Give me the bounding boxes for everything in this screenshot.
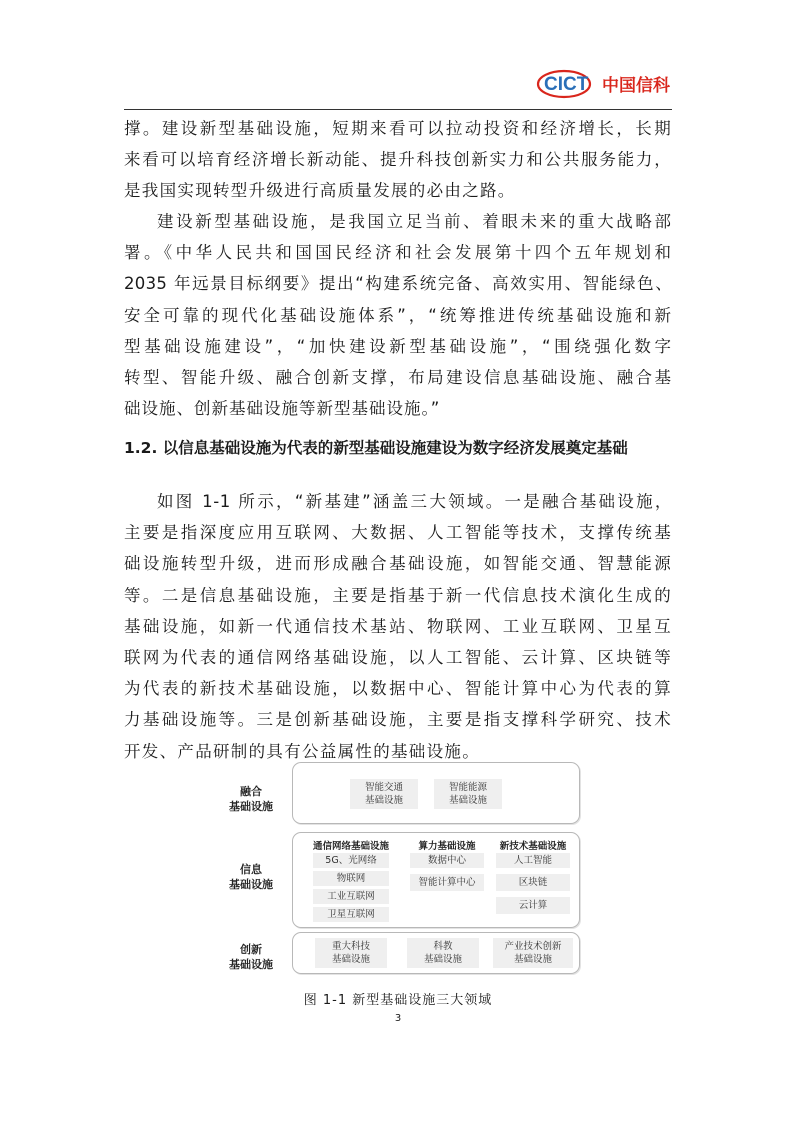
paragraph-line: 型基础设施建设”，“加快建设新型基础设施”，“围绕强化数字 <box>124 336 672 356</box>
paragraph-line: 开发、产品研制的具有公益属性的基础设施。 <box>124 741 480 761</box>
figure-caption: 图 1-1 新型基础设施三大领域 <box>303 993 493 1008</box>
info-item: 人工智能 <box>496 853 570 868</box>
fusion-item: 智能交通 基础设施 <box>350 779 418 809</box>
page-number: 3 <box>394 1013 402 1024</box>
paragraph-line: 署。《中华人民共和国国民经济和社会发展第十四个五年规划和 <box>124 243 672 263</box>
paragraph-line: 建设新型基础设施，是我国立足当前、着眼未来的重大战略部 <box>157 212 672 231</box>
paragraph-line: 基础设施，如新一代通信技术基站、物联网、工业互联网、卫星互 <box>124 616 672 636</box>
fusion-label: 融合 基础设施 <box>229 785 273 813</box>
logo-mark-text: CICT <box>544 74 589 95</box>
figure-infrastructure-domains <box>210 762 582 976</box>
paragraph-1 <box>124 113 672 207</box>
column-title-new-tech: 新技术基础设施 <box>499 841 567 852</box>
info-label: 信息 基础设施 <box>229 863 273 891</box>
cict-logo <box>536 62 672 106</box>
info-item: 区块链 <box>496 874 570 891</box>
paragraph-line: 撑。建设新型基础设施，短期来看可以拉动投资和经济增长，长期 <box>124 119 672 138</box>
innovation-item: 重大科技 基础设施 <box>315 938 387 968</box>
info-item: 云计算 <box>496 897 570 914</box>
paragraph-line: 是我国实现转型升级进行高质量发展的必由之路。 <box>124 181 516 201</box>
paragraph-line: 转型、智能升级、融合创新支撑，布局建设信息基础设施、融合基 <box>124 368 672 388</box>
section-heading: 1.2. 以信息基础设施为代表的新型基础设施建设为数字经济发展奠定基础 <box>124 439 628 457</box>
paragraph-line: 安全可靠的现代化基础设施体系”，“统筹推进传统基础设施和新 <box>124 305 672 325</box>
info-item: 工业互联网 <box>313 889 389 904</box>
paragraph-line: 联网为代表的通信网络基础设施，以人工智能、云计算、区块链等 <box>124 648 672 668</box>
paragraph-line: 来看可以培育经济增长新动能、提升科技创新实力和公共服务能力， <box>124 150 672 170</box>
fusion-item: 智能能源 基础设施 <box>434 779 502 809</box>
innovation-item: 产业技术创新 基础设施 <box>493 938 573 968</box>
company-name: 中国信科 <box>602 76 670 96</box>
info-item: 物联网 <box>313 871 389 886</box>
paragraph-line: 为代表的新技术基础设施，以数据中心、智能计算中心为代表的算 <box>124 679 672 699</box>
fusion-group <box>292 762 580 824</box>
innovation-item: 科教 基础设施 <box>407 938 479 968</box>
innovation-label: 创新 基础设施 <box>229 943 273 971</box>
info-item: 卫星互联网 <box>313 907 389 922</box>
paragraph-line: 力基础设施等。三是创新基础设施，主要是指支撑科学研究、技术 <box>124 710 672 730</box>
info-item: 智能计算中心 <box>410 874 484 891</box>
column-title-compute: 算力基础设施 <box>418 841 476 852</box>
paragraph-line: 主要是指深度应用互联网、大数据、人工智能等技术，支撑传统基 <box>124 523 672 543</box>
paragraph-2 <box>124 206 672 424</box>
info-item: 数据中心 <box>410 853 484 868</box>
paragraph-line: 等。二是信息基础设施，主要是指基于新一代信息技术演化生成的 <box>124 585 672 605</box>
paragraph-line: 础设施转型升级，进而形成融合基础设施，如智能交通、智慧能源 <box>124 554 672 574</box>
paragraph-3 <box>124 486 672 767</box>
column-title-communication: 通信网络基础设施 <box>312 841 389 852</box>
info-group <box>292 832 580 928</box>
header-divider <box>124 109 672 110</box>
paragraph-line: 2035 年远景目标纲要》提出“构建系统完备、高效实用、智能绿色、 <box>124 274 672 294</box>
info-item: 5G、光网络 <box>313 853 389 868</box>
innovation-group <box>292 932 580 974</box>
paragraph-line: 如图 1-1 所示，“新基建”涵盖三大领域。一是融合基础设施， <box>157 492 672 511</box>
paragraph-line: 础设施、创新基础设施等新型基础设施。” <box>124 399 441 419</box>
